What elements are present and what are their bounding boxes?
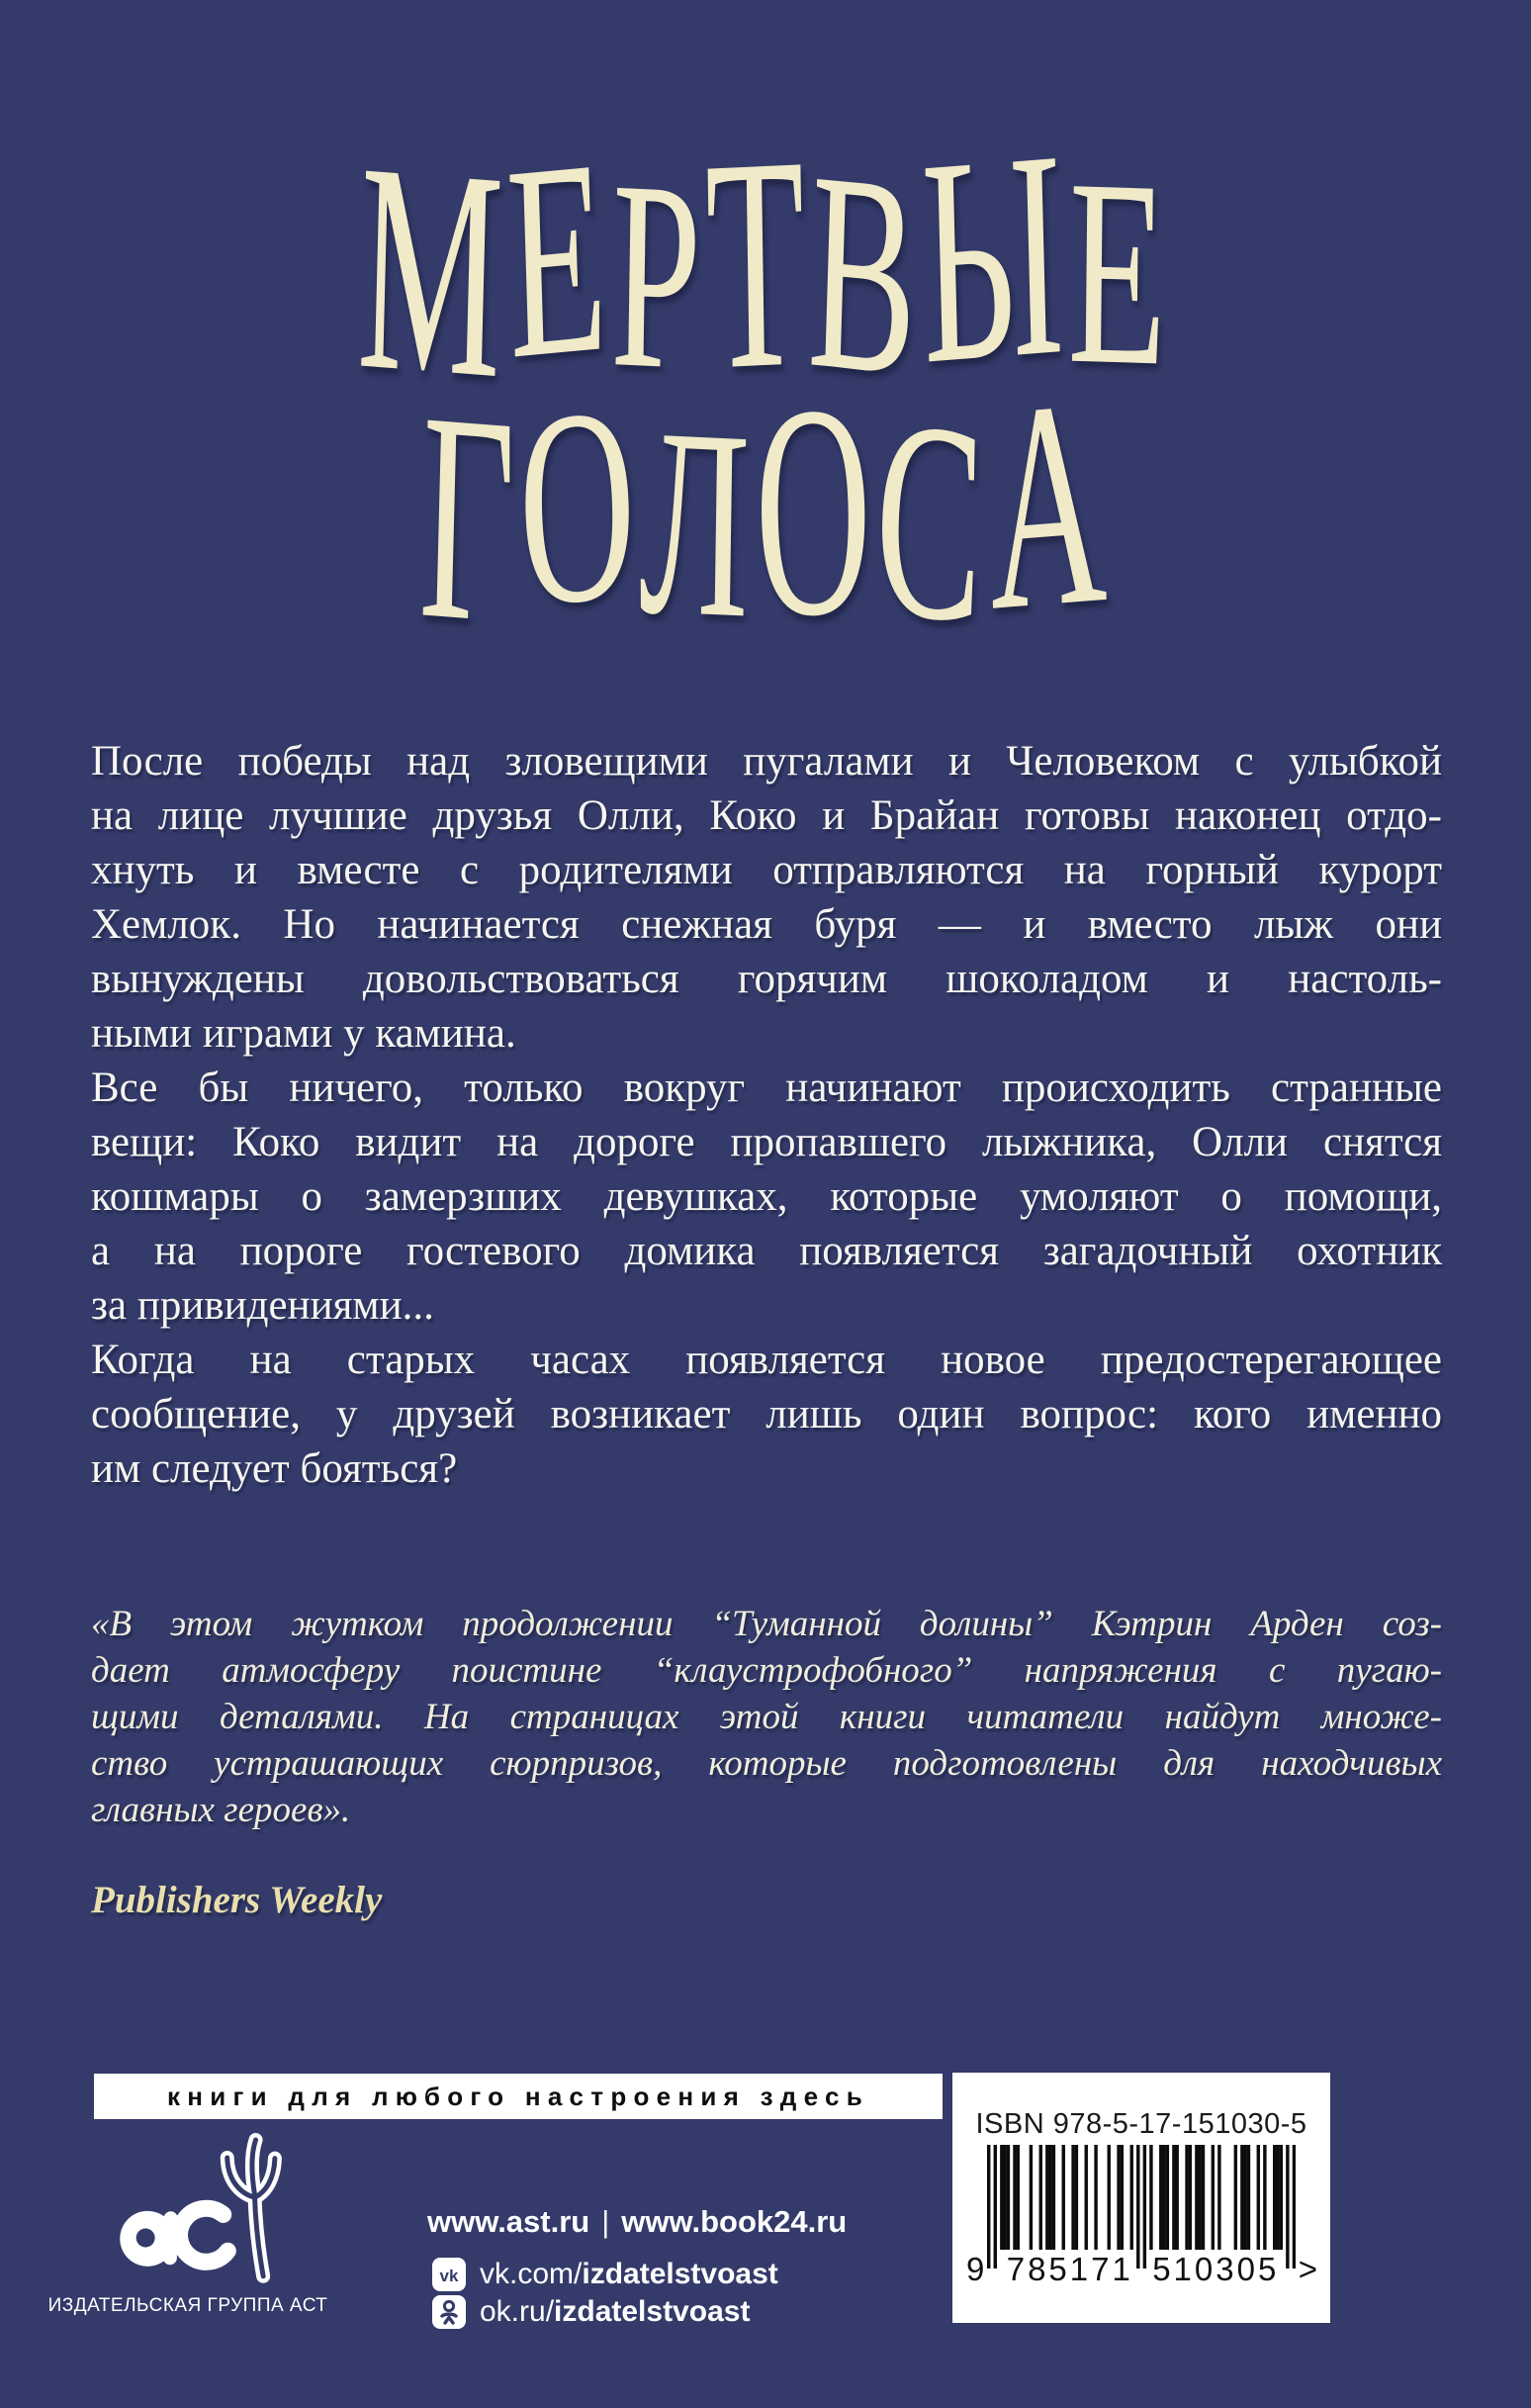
site-separator: | xyxy=(601,2204,610,2239)
isbn-barcode-block xyxy=(952,2073,1330,2323)
review-line: ство устрашающих сюрпризов, которые подготовлены для находчивых xyxy=(91,1743,1442,1784)
title-letter: С xyxy=(871,360,994,686)
title-letter: Г xyxy=(416,350,523,689)
title-letter: М xyxy=(355,101,512,443)
review-line: главных героев». xyxy=(91,1790,351,1830)
body-line: Все бы ничего, только вокруг начинают происходить странные xyxy=(91,1065,1442,1111)
title-letter: О xyxy=(752,340,879,684)
barcode-digit-group: > xyxy=(1298,2251,1320,2287)
ok-icon xyxy=(431,2294,467,2330)
body-line: вещи: Коко видит на дороге пропавшего лыжника, Олли снятся xyxy=(91,1119,1442,1165)
title-letter: А xyxy=(984,337,1115,674)
body-line: на лице лучшие друзья Олли, Коко и Брайан готовы наконец отдо- xyxy=(91,792,1442,839)
synopsis xyxy=(91,734,1442,1496)
book24-site-link: www.book24.ru xyxy=(621,2204,848,2239)
barcode-digit-group: 510305 xyxy=(1152,2251,1280,2287)
title-letter: Ы xyxy=(918,89,1072,427)
body-line: вынуждены довольствоваться горячим шоколадом и настоль- xyxy=(91,956,1442,1002)
promo-banner-text: книги для любого настроения здесь xyxy=(167,2081,869,2111)
svg-text:vk: vk xyxy=(439,2267,459,2285)
review-line: дает атмосферу поистине “клаустрофобного” напряжения с пугаю- xyxy=(91,1650,1442,1691)
promo-banner xyxy=(94,2074,943,2119)
title-letter: Л xyxy=(638,372,758,677)
ok-link-text: ok.ru/izdatelstvoast xyxy=(480,2295,751,2328)
title-letter: Т xyxy=(703,93,813,435)
body-line: а на пороге гостевого домика появляется загадочный охотник xyxy=(91,1228,1442,1274)
ok-link-row xyxy=(431,2294,750,2330)
isbn-label: ISBN 978-5-17-151030-5 xyxy=(975,2108,1307,2140)
publisher-websites xyxy=(427,2204,847,2240)
vk-icon xyxy=(431,2257,467,2292)
review-quote xyxy=(91,1601,1442,1833)
barcode-digit-group: 9 xyxy=(966,2251,988,2287)
review-attribution: Publishers Weekly xyxy=(91,1879,383,1921)
body-line: за привидениями... xyxy=(91,1282,434,1329)
barcode-digit-group: 785171 xyxy=(1006,2251,1133,2287)
body-line: кошмары о замерзших девушках, которые умоляют о помощи, xyxy=(91,1173,1442,1220)
review-line: «В этом жутком продолжении “Туманной долины” Кэтрин Арден соз- xyxy=(91,1604,1442,1644)
publisher-caption: ИЗДАТЕЛЬСКАЯ ГРУППА АСТ xyxy=(47,2295,328,2316)
title-letter: Е xyxy=(1066,124,1174,423)
body-line: сообщение, у друзей возникает лишь один вопрос: кого именно xyxy=(91,1391,1442,1437)
body-line: Хемлок. Но начинается снежная буря — и вместо лыж они xyxy=(91,901,1442,948)
ast-logo-icon xyxy=(64,2115,312,2293)
ast-site-link: www.ast.ru xyxy=(427,2204,590,2239)
body-line: ными играми у камина. xyxy=(91,1010,516,1057)
title-letter: В xyxy=(804,113,928,438)
vk-link-row xyxy=(431,2257,778,2292)
title-letter: О xyxy=(513,347,645,667)
review-line: щими деталями. На страницах этой книги читатели найдут множе- xyxy=(91,1697,1442,1737)
body-line: Когда на старых часах появляется новое предостерегающее xyxy=(91,1337,1442,1383)
body-line: После победы над зловещими пугалами и Человеком с улыбкой xyxy=(91,738,1442,785)
barcode-digits xyxy=(966,2251,1320,2288)
title-letter: Р xyxy=(608,125,709,428)
body-line: им следует бояться? xyxy=(91,1445,458,1492)
title-letter: Е xyxy=(502,101,616,418)
vk-link-text: vk.com/izdatelstvoast xyxy=(480,2258,778,2290)
body-line: хнуть и вместе с родителями отправляются на горный курорт xyxy=(91,847,1442,893)
book-title-line-2 xyxy=(92,337,1439,689)
